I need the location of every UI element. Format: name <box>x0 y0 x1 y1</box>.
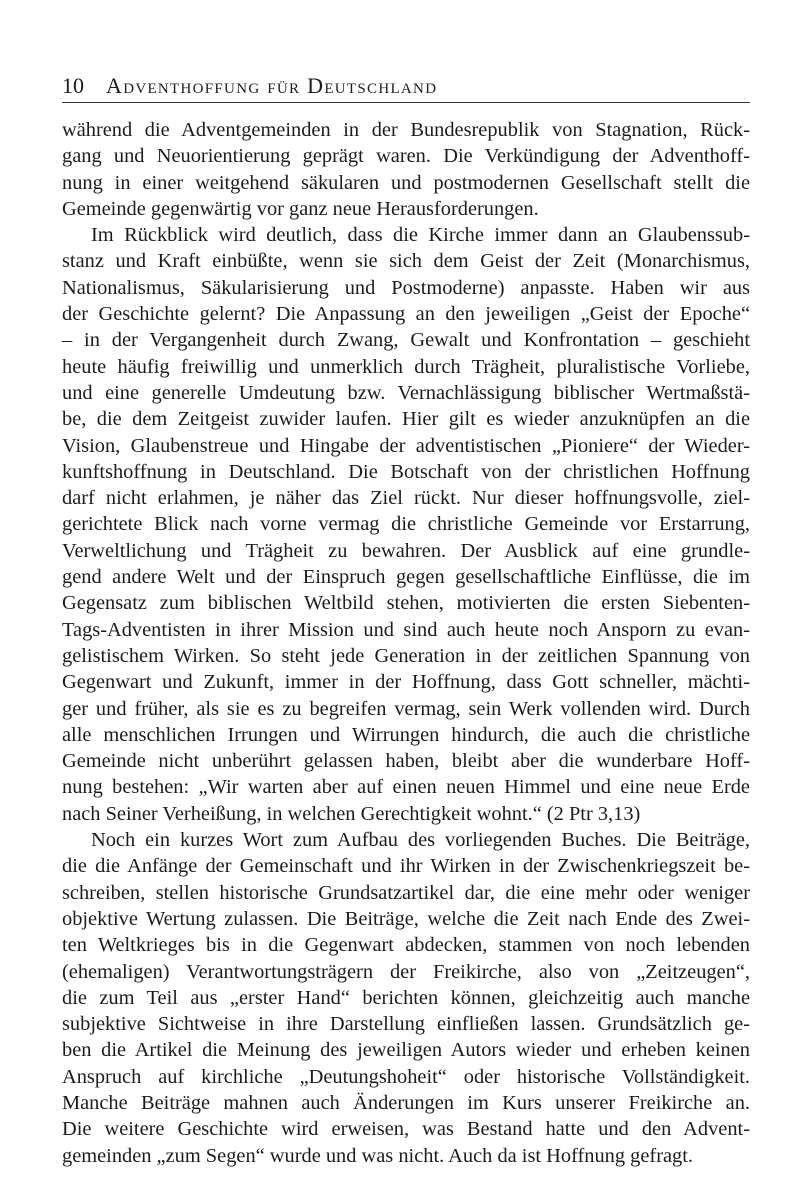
text-line: Manche Beiträge mahnen auch Änderungen im Kurs unserer Freikirche an. <box>62 1091 750 1114</box>
text-line: gend andere Welt und der Einspruch gegen gesellschaftliche Einflüsse, die im <box>62 566 750 589</box>
text-line: kunftshoffnung in Deutschland. Die Botschaft von der christlichen Hoffnung <box>62 460 750 483</box>
text-line: Die weitere Geschichte wird erweisen, was Bestand hatte und den Advent- <box>62 1118 750 1141</box>
text-line: gerichtete Blick nach vorne vermag die christliche Gemeinde vor Erstarrung, <box>62 513 750 536</box>
text-line: nung bestehen: „Wir warten aber auf einen neuen Himmel und eine neue Erde <box>62 776 750 799</box>
text-line: gang und Neuorientierung geprägt waren. Die Verkündigung der Adventhoff- <box>62 145 750 168</box>
text-line: die zum Teil aus „erster Hand“ berichten können, gleichzeitig auch manche <box>62 986 750 1009</box>
text-line: nach Seiner Verheißung, in welchen Gerechtigkeit wohnt.“ (2 Ptr 3,13) <box>62 802 641 825</box>
text-line: Noch ein kurzes Wort zum Aufbau des vorliegenden Buches. Die Beiträge, <box>91 829 750 852</box>
text-line: stanz und Kraft einbüßte, wenn sie sich dem Geist der Zeit (Monarchismus, <box>62 250 750 273</box>
text-line: – in der Vergangenheit durch Zwang, Gewalt und Konfrontation – geschieht <box>62 329 750 352</box>
text-line: schreiben, stellen historische Grundsatzartikel dar, die eine mehr oder weniger <box>62 881 750 904</box>
text-line: während die Adventgemeinden in der Bundesrepublik von Stagnation, Rück- <box>62 119 750 141</box>
page-header <box>62 70 750 103</box>
text-line: alle menschlichen Irrungen und Wirrungen hindurch, die auch die christliche <box>62 723 750 746</box>
text-line: Tags-Adventisten in ihrer Mission und sind auch heute noch Ansporn zu evan- <box>62 618 750 641</box>
text-line: ten Weltkrieges bis in die Gegenwart abdecken, stammen von noch lebenden <box>62 934 750 957</box>
body-text <box>62 117 750 1169</box>
text-line: Gegensatz zum biblischen Weltbild stehen, motivierten die ersten Siebenten- <box>62 592 750 615</box>
text-line: Gemeinde gegenwärtig vor ganz neue Herausforderungen. <box>62 197 539 220</box>
text-line: ben die Artikel die Meinung des jeweiligen Autors wieder und erheben keinen <box>62 1039 750 1062</box>
text-line: Nationalismus, Säkularisierung und Postmoderne) anpasste. Haben wir aus <box>62 276 750 299</box>
page-number: 10 <box>62 73 84 98</box>
text-line: objektive Wertung zulassen. Die Beiträge, welche die Zeit nach Ende des Zwei- <box>62 907 750 930</box>
running-title: Adventhoffung für Deutschland <box>106 73 438 98</box>
text-line: Gegenwart und Zukunft, immer in der Hoffnung, dass Gott schneller, mächti- <box>62 671 750 694</box>
text-line: subjektive Sichtweise in ihre Darstellung einfließen lassen. Grundsätzlich ge- <box>62 1013 750 1036</box>
text-line: die die Anfänge der Gemeinschaft und ihr Wirken in der Zwischenkriegszeit be- <box>62 855 750 878</box>
text-line: be, die dem Zeitgeist zuwider laufen. Hier gilt es wieder anzuknüpfen an die <box>62 408 750 431</box>
text-line: nung in einer weitgehend säkularen und postmodernen Gesellschaft stellt die <box>62 171 750 194</box>
text-line: Anspruch auf kirchliche „Deutungshoheit“ oder historische Vollständigkeit. <box>62 1065 750 1088</box>
text-line: (ehemaligen) Verantwortungsträgern der Freikirche, also von „Zeitzeugen“, <box>62 960 750 983</box>
text-line: darf nicht erlahmen, je näher das Ziel rückt. Nur dieser hoffnungsvolle, ziel- <box>62 487 750 510</box>
text-line: der Geschichte gelernt? Die Anpassung an den jeweiligen „Geist der Epoche“ <box>62 303 750 326</box>
text-line: gelistischem Wirken. So steht jede Generation in der zeitlichen Spannung von <box>62 644 750 667</box>
text-line: Im Rückblick wird deutlich, dass die Kirche immer dann an Glaubenssub- <box>91 224 750 247</box>
text-line: und eine generelle Umdeutung bzw. Vernachlässigung biblischer Wertmaßstä- <box>62 381 750 404</box>
text-line: Vision, Glaubenstreue und Hingabe der adventistischen „Pioniere“ der Wieder- <box>62 434 750 457</box>
text-line: heute häufig freiwillig und unmerklich durch Trägheit, pluralistische Vorliebe, <box>62 355 750 378</box>
text-line: gemeinden „zum Segen“ wurde und was nicht. Auch da ist Hoffnung gefragt. <box>62 1144 693 1167</box>
text-line: Verweltlichung und Trägheit zu bewahren. Der Ausblick auf eine grundle- <box>62 539 750 562</box>
text-line: ger und früher, als sie es zu begreifen vermag, sein Werk vollenden wird. Durch <box>62 697 750 720</box>
text-line: Gemeinde nicht unberührt gelassen haben, bleibt aber die wunderbare Hoff- <box>62 750 750 773</box>
